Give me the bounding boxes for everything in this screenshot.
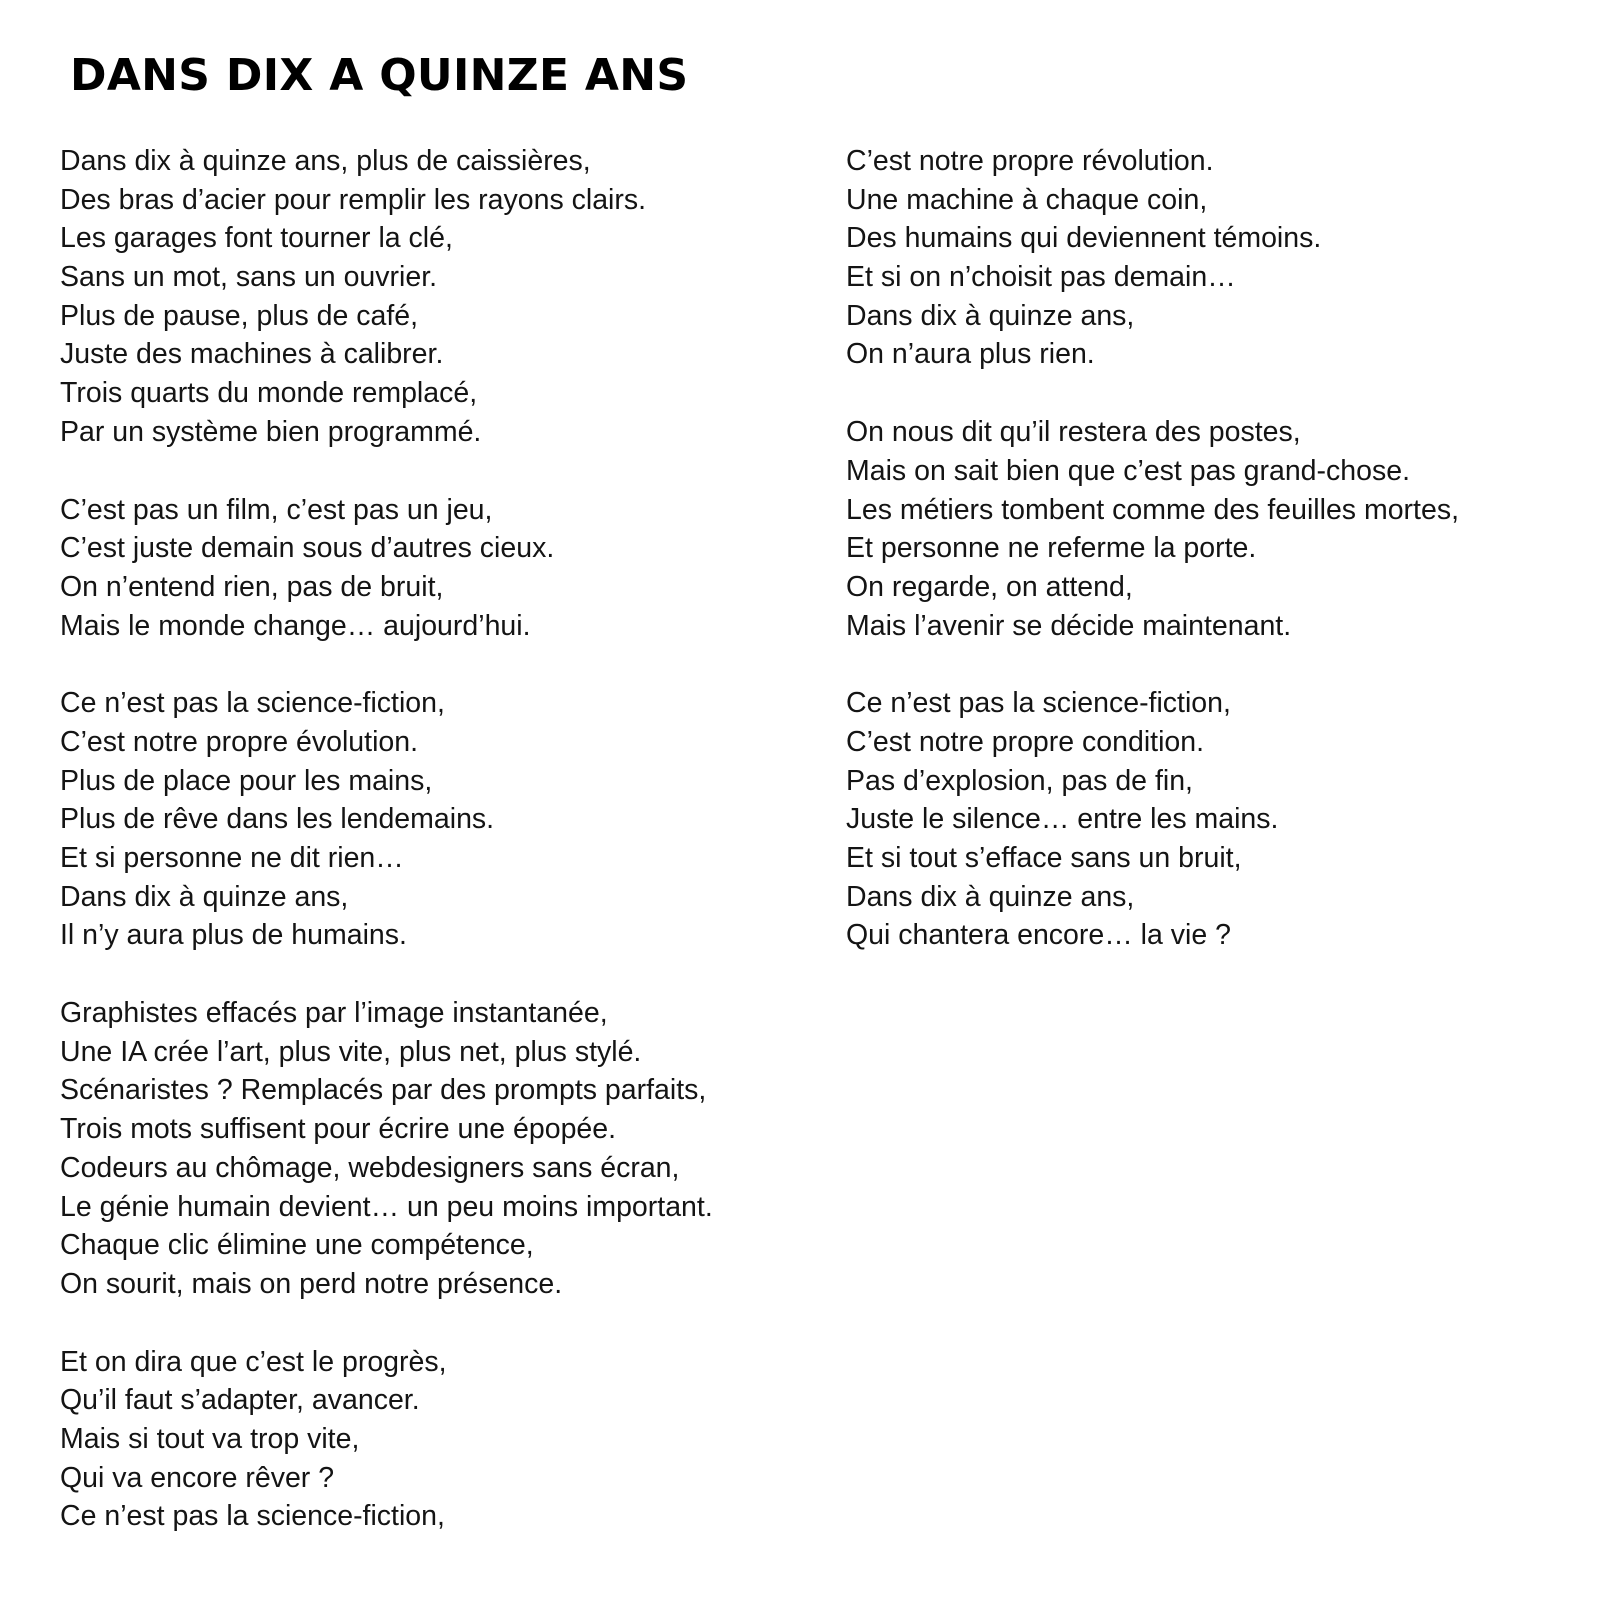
poem-line: Juste le silence… entre les mains. (846, 803, 1279, 836)
poem-line: Et si on n’choisit pas demain… (846, 261, 1236, 294)
poem-line: Qui chantera encore… la vie ? (846, 919, 1231, 952)
stanza (60, 684, 820, 955)
stanza (846, 684, 1586, 955)
poem-line: Trois quarts du monde remplacé, (60, 377, 478, 410)
poem-line: C’est notre propre révolution. (846, 145, 1214, 177)
poem-line: Dans dix à quinze ans, (846, 880, 1135, 913)
stanza (846, 142, 1586, 374)
poem-line: Des bras d’acier pour remplir les rayons clairs. (60, 183, 647, 216)
poem-line: Par un système bien programmé. (60, 415, 482, 448)
poem-column-left (60, 142, 820, 1575)
poem-line: Pas d’explosion, pas de fin, (846, 764, 1193, 797)
poem-line: Et on dira que c’est le progrès, (60, 1345, 447, 1378)
poem-line: Les garages font tourner la clé, (60, 222, 453, 255)
poem-line: C’est juste demain sous d’autres cieux. (60, 532, 555, 565)
poem-line: Et si personne ne dit rien… (60, 842, 404, 874)
poem-title: DANS DIX A QUINZE ANS (70, 50, 689, 101)
poem-line: Les métiers tombent comme des feuilles mortes, (846, 493, 1459, 526)
poem-line: Ce n’est pas la science-fiction, (60, 1500, 445, 1533)
stanza (60, 142, 820, 452)
poem-line: Dans dix à quinze ans, (846, 299, 1135, 332)
poem-line: C’est pas un film, c’est pas un jeu, (60, 493, 493, 526)
poem-line: Juste des machines à calibrer. (60, 338, 444, 371)
poem-line: Chaque clic élimine une compétence, (60, 1229, 534, 1262)
poem-line: On sourit, mais on perd notre présence. (60, 1267, 563, 1300)
poem-line: Qui va encore rêver ? (60, 1461, 335, 1494)
poem-line: Et personne ne referme la porte. (846, 532, 1257, 565)
poem-line: On n’entend rien, pas de bruit, (60, 570, 444, 603)
poem-line: C’est notre propre évolution. (60, 725, 419, 758)
poem-line: Mais le monde change… aujourd’hui. (60, 609, 531, 642)
poem-line: Sans un mot, sans un ouvrier. (60, 261, 438, 294)
poem-line: C’est notre propre condition. (846, 725, 1205, 758)
poem-line: Et si tout s’efface sans un bruit, (846, 842, 1242, 874)
poem-line: Le génie humain devient… un peu moins important. (60, 1190, 713, 1223)
poem-line: Une IA crée l’art, plus vite, plus net, plus stylé. (60, 1035, 642, 1068)
poem-column-right (846, 142, 1586, 994)
poem-line: Ce n’est pas la science-fiction, (846, 687, 1231, 720)
poem-line: Dans dix à quinze ans, plus de caissières, (60, 145, 591, 177)
poem-line: Des humains qui deviennent témoins. (846, 222, 1322, 255)
poem-line: Plus de rêve dans les lendemains. (60, 803, 495, 836)
poem-line: Graphistes effacés par l’image instantanée, (60, 997, 608, 1030)
poem-line: Qu’il faut s’adapter, avancer. (60, 1384, 420, 1417)
poem-line: Dans dix à quinze ans, (60, 880, 349, 913)
stanza (60, 491, 820, 646)
poem-line: Trois mots suffisent pour écrire une épopée. (60, 1113, 617, 1146)
poem-line: Une machine à chaque coin, (846, 183, 1208, 216)
stanza (846, 413, 1586, 645)
poem-line: On regarde, on attend, (846, 570, 1133, 603)
stanza (60, 1343, 820, 1536)
poem-line: Scénaristes ? Remplacés par des prompts parfaits, (60, 1074, 707, 1107)
stanza (60, 994, 820, 1304)
poem-line: Plus de pause, plus de café, (60, 299, 419, 332)
poem-line: Mais si tout va trop vite, (60, 1422, 360, 1455)
poem-line: On n’aura plus rien. (846, 338, 1095, 371)
poem-line: Codeurs au chômage, webdesigners sans écran, (60, 1151, 680, 1184)
poem-line: Mais on sait bien que c’est pas grand-chose. (846, 454, 1410, 487)
poem-line: On nous dit qu’il restera des postes, (846, 416, 1301, 449)
poem-line: Il n’y aura plus de humains. (60, 919, 407, 952)
poem-line: Ce n’est pas la science-fiction, (60, 687, 445, 720)
poem-line: Plus de place pour les mains, (60, 764, 433, 797)
poem-line: Mais l’avenir se décide maintenant. (846, 609, 1292, 642)
